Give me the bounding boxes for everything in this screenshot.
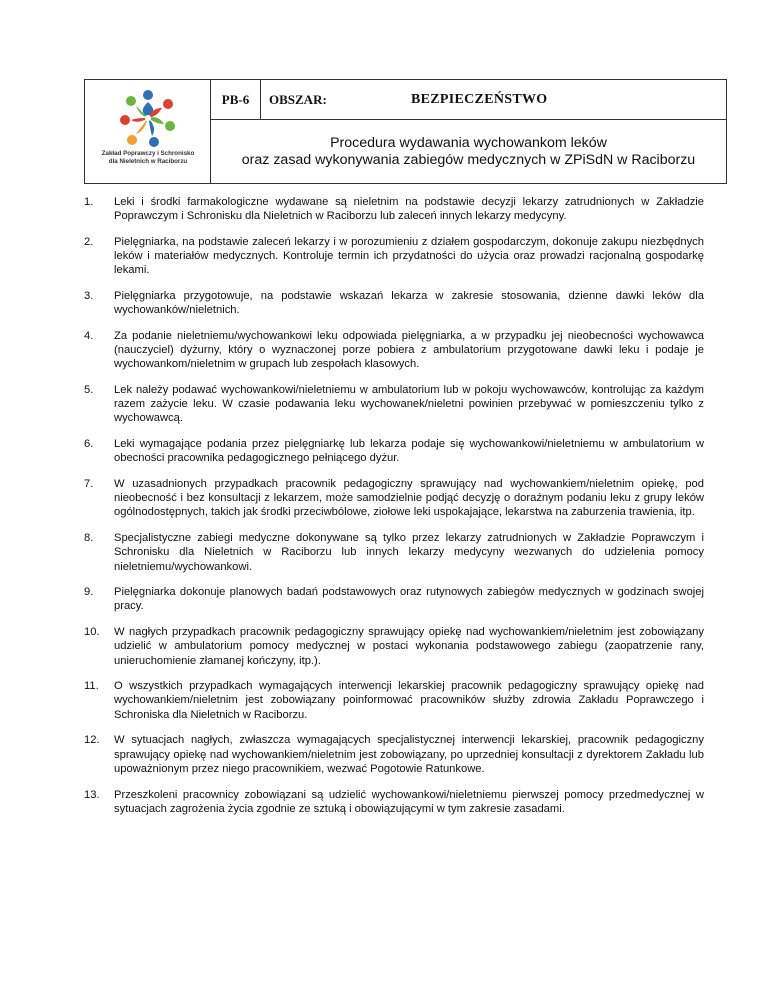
list-item (84, 788, 704, 816)
item-number: 11. (84, 680, 99, 693)
item-number: 10. (84, 626, 100, 639)
area-value: BEZPIECZEŃSTWO (411, 91, 548, 107)
list-item (84, 289, 704, 317)
item-text: Specjalistyczne zabiegi medyczne dokonywane są tylko przez lekarzy zatrudnionych w Zakładzie Poprawczym i Schronisku dla Nieletnich w Raciborzu lub innych lekarzy medycyny wezwanych do udzielenia pomocy nieletniemu/wychowankowi. (114, 532, 704, 573)
item-text: W sytuacjach nagłych, zwłaszcza wymagających specjalistycznej interwencji lekarskiej, pracownik pedagogiczny sprawujący opiekę nad wychowankiem/nieletnim jest zobowiązany, po uprzedniej konsultacji z dyrektorem Zakładu lub upoważnionym przez niego pracownikiem, wezwać Pogotowie Ratunkowe. (114, 734, 704, 775)
item-number: 2. (84, 235, 94, 248)
item-text: Leki i środki farmakologiczne wydawane są nieletnim na podstawie decyzji lekarzy zatrudnionych w Zakładzie Poprawczym i Schronisku dla Nieletnich w Raciborzu lub zaleceń innych lekarzy medycyny. (114, 196, 704, 223)
list-item (84, 531, 704, 574)
list-item (84, 329, 704, 372)
procedure-code: PB-6 (211, 80, 261, 119)
item-text: Leki wymagające podania przez pielęgniarkę lub lekarza podaje się wychowankowi/nieletniemu w ambulatorium w obecności pracownika pedagogicznego pełniącego dyżur. (114, 438, 704, 465)
logo-caption-line2: dla Nieletnich w Raciborzu (108, 158, 188, 165)
item-text: Pielęgniarka przygotowuje, na podstawie wskazań lekarza w zakresie stosowania, dzienne dawki leków dla wychowanków/nieletnich. (114, 290, 704, 317)
institution-logo-icon (118, 88, 178, 148)
item-text: W nagłych przypadkach pracownik pedagogiczny sprawujący opiekę nad wychowankiem/nieletnim jest zobowiązany udzielić w ambulatorium pomocy medycznej w postaci wykonania podstawowego zabiegu (zaopatrzenie rany, unieruchomienie złamanej kończyny, itp.). (114, 626, 704, 667)
item-number: 3. (84, 290, 94, 303)
logo-caption-line1: Zakład Poprawczy i Schronisko (101, 150, 195, 157)
procedure-header (84, 79, 727, 184)
item-text: O wszystkich przypadkach wymagających interwencji lekarskiej pracownik pedagogiczny sprawujący opiekę nad wychowankiem/nieletnim jest zobowiązany poinformować pracowników służby zdrowia Zakładu Poprawczego i Schroniska dla Nieletnich w Raciborzu. (114, 680, 704, 721)
list-item (84, 625, 704, 668)
title-line1: Procedura wydawania wychowankom leków (330, 134, 607, 151)
item-number: 6. (84, 438, 94, 451)
logo-figures (120, 90, 175, 147)
item-number: 12. (84, 734, 100, 747)
title-line2: oraz zasad wykonywania zabiegów medycznych w ZPiSdN w Raciborzu (241, 151, 696, 168)
list-item (84, 437, 704, 465)
item-number: 1. (84, 196, 94, 208)
item-text: Pielęgniarka dokonuje planowych badań podstawowych oraz rutynowych zabiegów medycznych w godzinach swojej pracy. (114, 586, 704, 613)
item-number: 8. (84, 532, 94, 545)
item-text: Przeszkoleni pracownicy zobowiązani są udzielić wychowankowi/nieletniemu pierwszej pomocy przedmedycznej w sytuacjach zagrożenia życia zgodnie ze sztuką i obowiązującymi w tym zakresie zasadami. (114, 788, 704, 815)
area-label: OBSZAR: (269, 91, 327, 107)
item-text: Lek należy podawać wychowankowi/nieletniemu w ambulatorium lub w pokoju wychowawców, kontrolując za każdym razem zażycie leku. W czasie podawania leku wychowanek/nieletni powinien przebywać w pomieszczeniu tylko z wychowawcą. (114, 384, 704, 425)
list-item (84, 195, 704, 223)
procedure-list (84, 195, 704, 827)
list-item (84, 679, 704, 722)
item-number: 4. (84, 329, 94, 342)
item-number: 9. (84, 586, 94, 599)
list-item (84, 477, 704, 520)
header-top-row (211, 80, 726, 120)
item-text: W uzasadnionych przypadkach pracownik pedagogiczny sprawujący nad wychowankiem/nieletnim opiekę, pod nieobecność i bez konsultacji z lekarzem, może samodzielnie podjąć decyzję o doraźnym podaniu leku z grupy leków ogólnodostępnych, takich jak środki przeciwbólowe, ziołowe leki uspokajające, lekarstwa na zaburzenia trawienia, itp. (114, 478, 704, 519)
item-text: Za podanie nieletniemu/wychowankowi leku odpowiada pielęgniarka, a w przypadku jej nieobecności wychowawca (nauczyciel) dyżurny, który o wyznaczonej porze pobiera z ambulatorium przygotowane dawki leku i podaje je wychowankom/nieletnim w grupach lub zespołach klasowych. (114, 329, 704, 371)
list-item (84, 585, 704, 613)
list-item (84, 383, 704, 426)
logo-cell (85, 80, 211, 183)
item-number: 7. (84, 478, 94, 491)
list-item (84, 733, 704, 776)
item-number: 5. (84, 384, 94, 397)
list-item (84, 235, 704, 278)
item-number: 13. (84, 788, 100, 801)
logo-caption (89, 150, 207, 166)
procedure-title (211, 120, 726, 183)
item-text: Pielęgniarka, na podstawie zaleceń lekarzy i w porozumieniu z działem gospodarczym, dokonuje zakupu niezbędnych leków i materiałów medycznych. Kontroluje termin ich przydatności do użycia oraz prowadzi racjonalną gospodarkę lekami. (114, 235, 704, 277)
